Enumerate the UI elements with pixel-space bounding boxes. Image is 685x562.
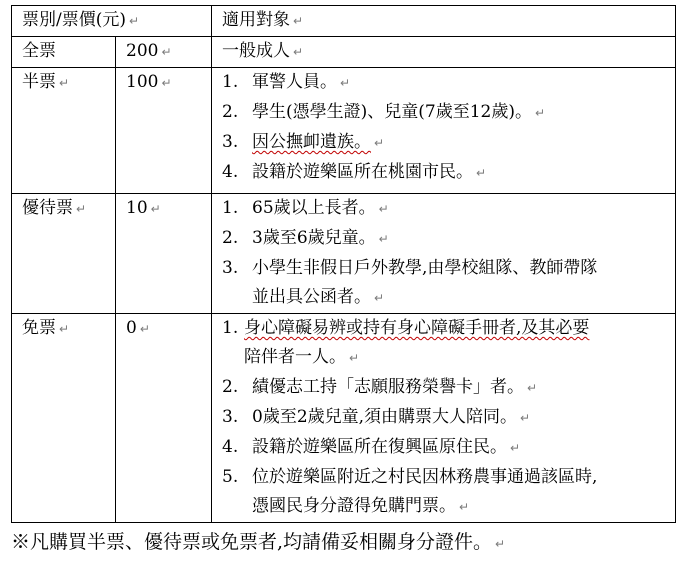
list-item: 4. 設籍於遊樂區所在復興區原住民。 ↵ [222,433,675,463]
eligibility-list [222,68,675,188]
eligibility-list [222,314,675,522]
eligibility-cell [212,68,676,194]
table-row-full-fare [12,37,676,68]
list-item: 2. 績優志工持「志願服務榮譽卡」者。 ↵ [222,373,675,403]
price-cell: 10 ↵ [116,194,212,314]
list-item: 5. 位於遊樂區附近之村民因林務農事通過該區時, 憑國民身分證得免購門票。 ↵ [222,463,675,522]
paragraph-mark [129,14,139,28]
header-ticket-type-label: 票別/票價(元) [22,10,126,30]
eligibility-cell [212,194,676,314]
ticket-type-cell: 半票 ↵ [12,68,116,194]
header-eligibility [212,6,676,37]
table-row-discount-fare [12,194,676,314]
eligibility-cell: 一般成人 ↵ [212,37,676,68]
eligibility-cell [212,314,676,523]
price-cell: 100 ↵ [116,68,212,194]
header-ticket-type-price [12,6,212,37]
header-eligibility-label: 適用對象 [222,10,290,30]
list-item: 2. 3歲至6歲兒童。 ↵ [222,224,675,254]
list-item: 1. 65歲以上長者。 ↵ [222,194,675,224]
price-cell: 0 ↵ [116,314,212,523]
list-item: 2. 學生(憑學生證)、兒童(7歲至12歲)。 ↵ [222,98,675,128]
fare-table [11,5,676,523]
table-row-free-admission [12,314,676,523]
list-item: 1. 軍警人員。 ↵ [222,68,675,98]
list-item: 3. 小學生非假日戶外教學,由學校組隊、教師帶隊 並出具公函者。 ↵ [222,254,675,313]
table-header-row [12,6,676,37]
list-item: 4. 設籍於遊樂區所在桃園市民。 ↵ [222,158,675,188]
ticket-type-cell: 優待票 ↵ [12,194,116,314]
table-row-half-fare [12,68,676,194]
footnote [11,527,505,559]
price-cell: 200 ↵ [116,37,212,68]
footnote-text: ※凡購買半票、優待票或免票者,均請備妥相關身分證件。 [11,531,493,553]
list-item: 1. 身心障礙易辨或持有身心障礙手冊者,及其必要 陪伴者一人。 ↵ [222,314,675,373]
list-item: 3. 0歲至2歲兒童,須由購票大人陪同。 ↵ [222,403,675,433]
paragraph-mark [495,537,505,551]
ticket-type-cell: 免票 ↵ [12,314,116,523]
paragraph-mark [293,14,303,28]
ticket-type-cell: 全票 [12,37,116,68]
eligibility-list [222,194,675,313]
list-item: 3. 因公撫卹遺族。 ↵ [222,128,675,158]
